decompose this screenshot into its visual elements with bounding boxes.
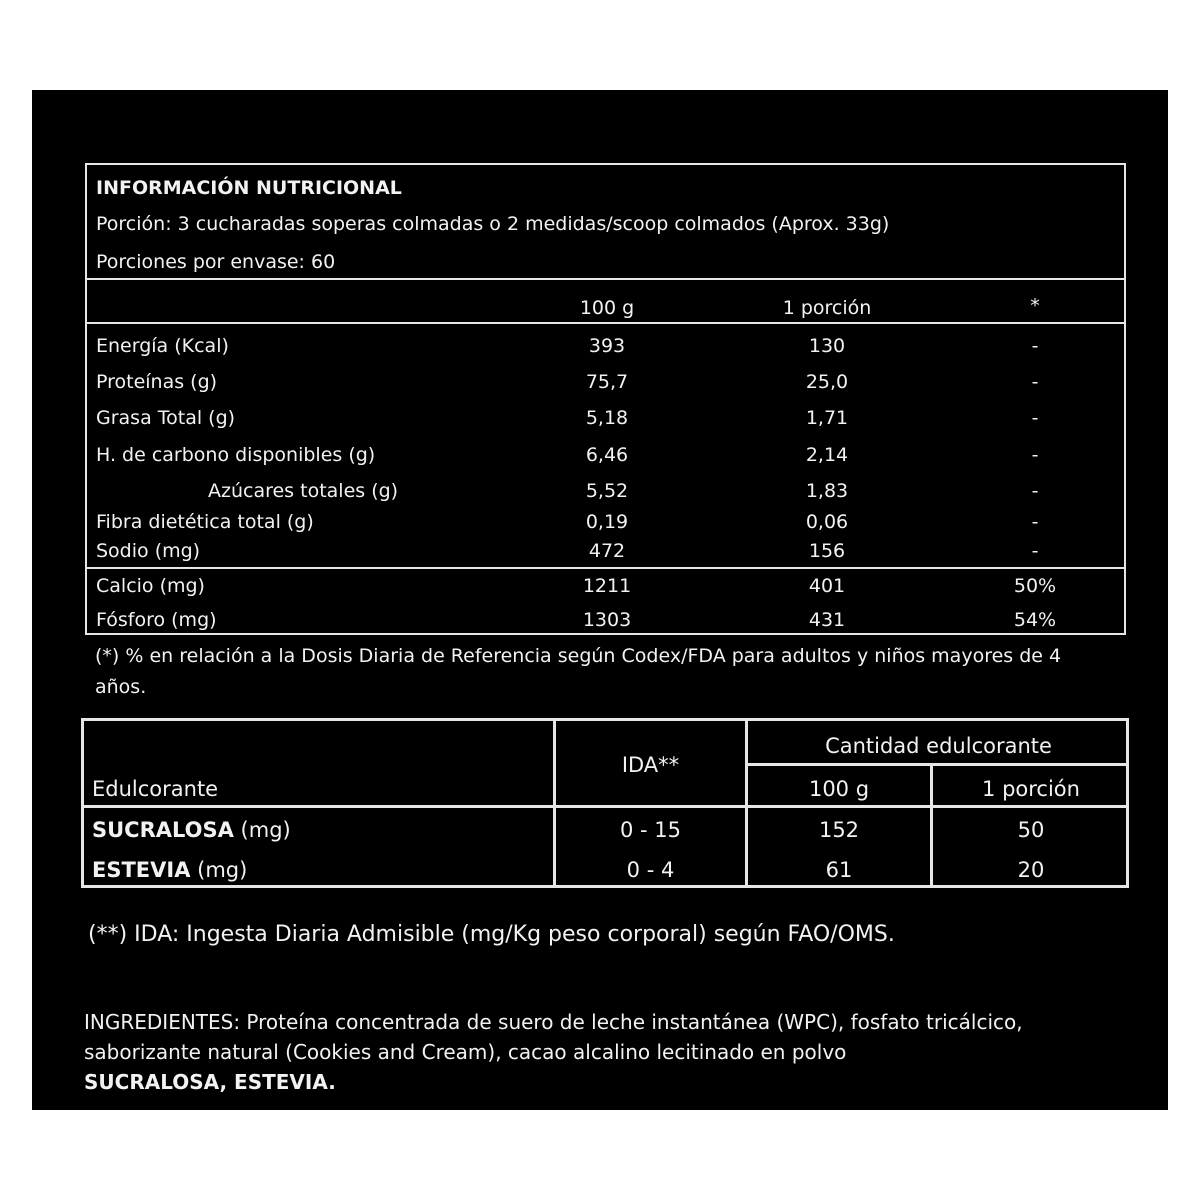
sweetener-ida: 0 - 4 bbox=[626, 858, 675, 882]
row-per100: 1303 bbox=[582, 609, 632, 631]
ingredients bbox=[84, 1007, 1084, 1097]
sweetener-unit: (mg) bbox=[233, 818, 291, 842]
header-ida: IDA** bbox=[621, 753, 680, 777]
sweetener-per100: 61 bbox=[825, 858, 853, 882]
row-serving: 401 bbox=[808, 575, 846, 597]
row-label: Fósforo (mg) bbox=[96, 609, 217, 631]
sweetener-ida: 0 - 15 bbox=[619, 818, 681, 842]
row-dv: - bbox=[1031, 444, 1039, 466]
dv-footnote: (*) % en relación a la Dosis Diaria de Referencia según Codex/FDA para adultos y niños mayores de 4 años. bbox=[95, 645, 1062, 698]
header-serving: 1 porción bbox=[982, 777, 1080, 801]
row-per100: 1211 bbox=[582, 575, 632, 597]
sweetener-name-bold: ESTEVIA bbox=[92, 858, 191, 882]
row-per100: 393 bbox=[588, 335, 626, 357]
mineral-divider bbox=[87, 567, 1124, 569]
row-label: Calcio (mg) bbox=[96, 575, 205, 597]
sweetener-table bbox=[81, 718, 1129, 888]
row-label: Azúcares totales (g) bbox=[208, 480, 399, 502]
sweetener-per100: 152 bbox=[818, 818, 860, 842]
ingredients-text: INGREDIENTES: Proteína concentrada de suero de leche instantánea (WPC), fosfato tricálcico, saborizante natural (Cookies and Cream), cacao alcalino lecitinado en polvo bbox=[84, 1010, 1023, 1064]
row-label: Sodio (mg) bbox=[96, 540, 201, 562]
sweetener-serving: 50 bbox=[1017, 818, 1045, 842]
nutrition-title: INFORMACIÓN NUTRICIONAL bbox=[96, 177, 402, 199]
row-label: Energía (Kcal) bbox=[96, 335, 229, 357]
sweetener-name bbox=[92, 818, 291, 842]
row-dv: - bbox=[1031, 511, 1039, 533]
row-serving: 2,14 bbox=[805, 444, 849, 466]
header-sweetener: Edulcorante bbox=[92, 777, 219, 801]
row-per100: 5,52 bbox=[585, 480, 629, 502]
row-per100: 6,46 bbox=[585, 444, 629, 466]
row-dv: - bbox=[1031, 480, 1039, 502]
row-dv: - bbox=[1031, 407, 1039, 429]
row-dv: - bbox=[1031, 371, 1039, 393]
divider bbox=[745, 763, 1129, 766]
row-dv: 50% bbox=[1013, 575, 1057, 597]
header-100g: 100 g bbox=[808, 777, 870, 801]
servings-per-container: Porciones por envase: 60 bbox=[96, 251, 336, 273]
row-label: Grasa Total (g) bbox=[96, 407, 236, 429]
col-100g: 100 g bbox=[579, 297, 635, 319]
row-serving: 431 bbox=[808, 609, 846, 631]
row-serving: 0,06 bbox=[805, 511, 849, 533]
sweetener-name-bold: SUCRALOSA bbox=[92, 818, 234, 842]
row-per100: 75,7 bbox=[585, 371, 629, 393]
serving-size: Porción: 3 cucharadas soperas colmadas o 2 medidas/scoop colmados (Aprox. 33g) bbox=[96, 213, 890, 235]
ida-footnote: (**) IDA: Ingesta Diaria Admisible (mg/Kg peso corporal) según FAO/OMS. bbox=[88, 922, 895, 947]
row-serving: 130 bbox=[808, 335, 846, 357]
sweetener-name bbox=[92, 858, 247, 882]
sweetener-serving: 20 bbox=[1017, 858, 1045, 882]
row-dv: - bbox=[1031, 335, 1039, 357]
col-dv: * bbox=[1030, 295, 1040, 317]
row-label: Fibra dietética total (g) bbox=[96, 511, 314, 533]
sweetener-unit: (mg) bbox=[190, 858, 248, 882]
row-per100: 472 bbox=[588, 540, 626, 562]
ingredients-sweeteners: SUCRALOSA, ESTEVIA. bbox=[84, 1070, 336, 1094]
row-serving: 25,0 bbox=[805, 371, 849, 393]
row-per100: 5,18 bbox=[585, 407, 629, 429]
row-serving: 1,71 bbox=[805, 407, 849, 429]
row-dv: - bbox=[1031, 540, 1039, 562]
nutrition-table bbox=[85, 163, 1126, 635]
row-per100: 0,19 bbox=[585, 511, 629, 533]
row-dv: 54% bbox=[1013, 609, 1057, 631]
nutrition-header bbox=[87, 165, 1124, 280]
divider bbox=[84, 805, 1126, 808]
row-label: Proteínas (g) bbox=[96, 371, 218, 393]
row-label: H. de carbono disponibles (g) bbox=[96, 444, 376, 466]
col-serving: 1 porción bbox=[782, 297, 872, 319]
row-serving: 156 bbox=[808, 540, 846, 562]
header-amount: Cantidad edulcorante bbox=[825, 734, 1052, 758]
row-serving: 1,83 bbox=[805, 480, 849, 502]
